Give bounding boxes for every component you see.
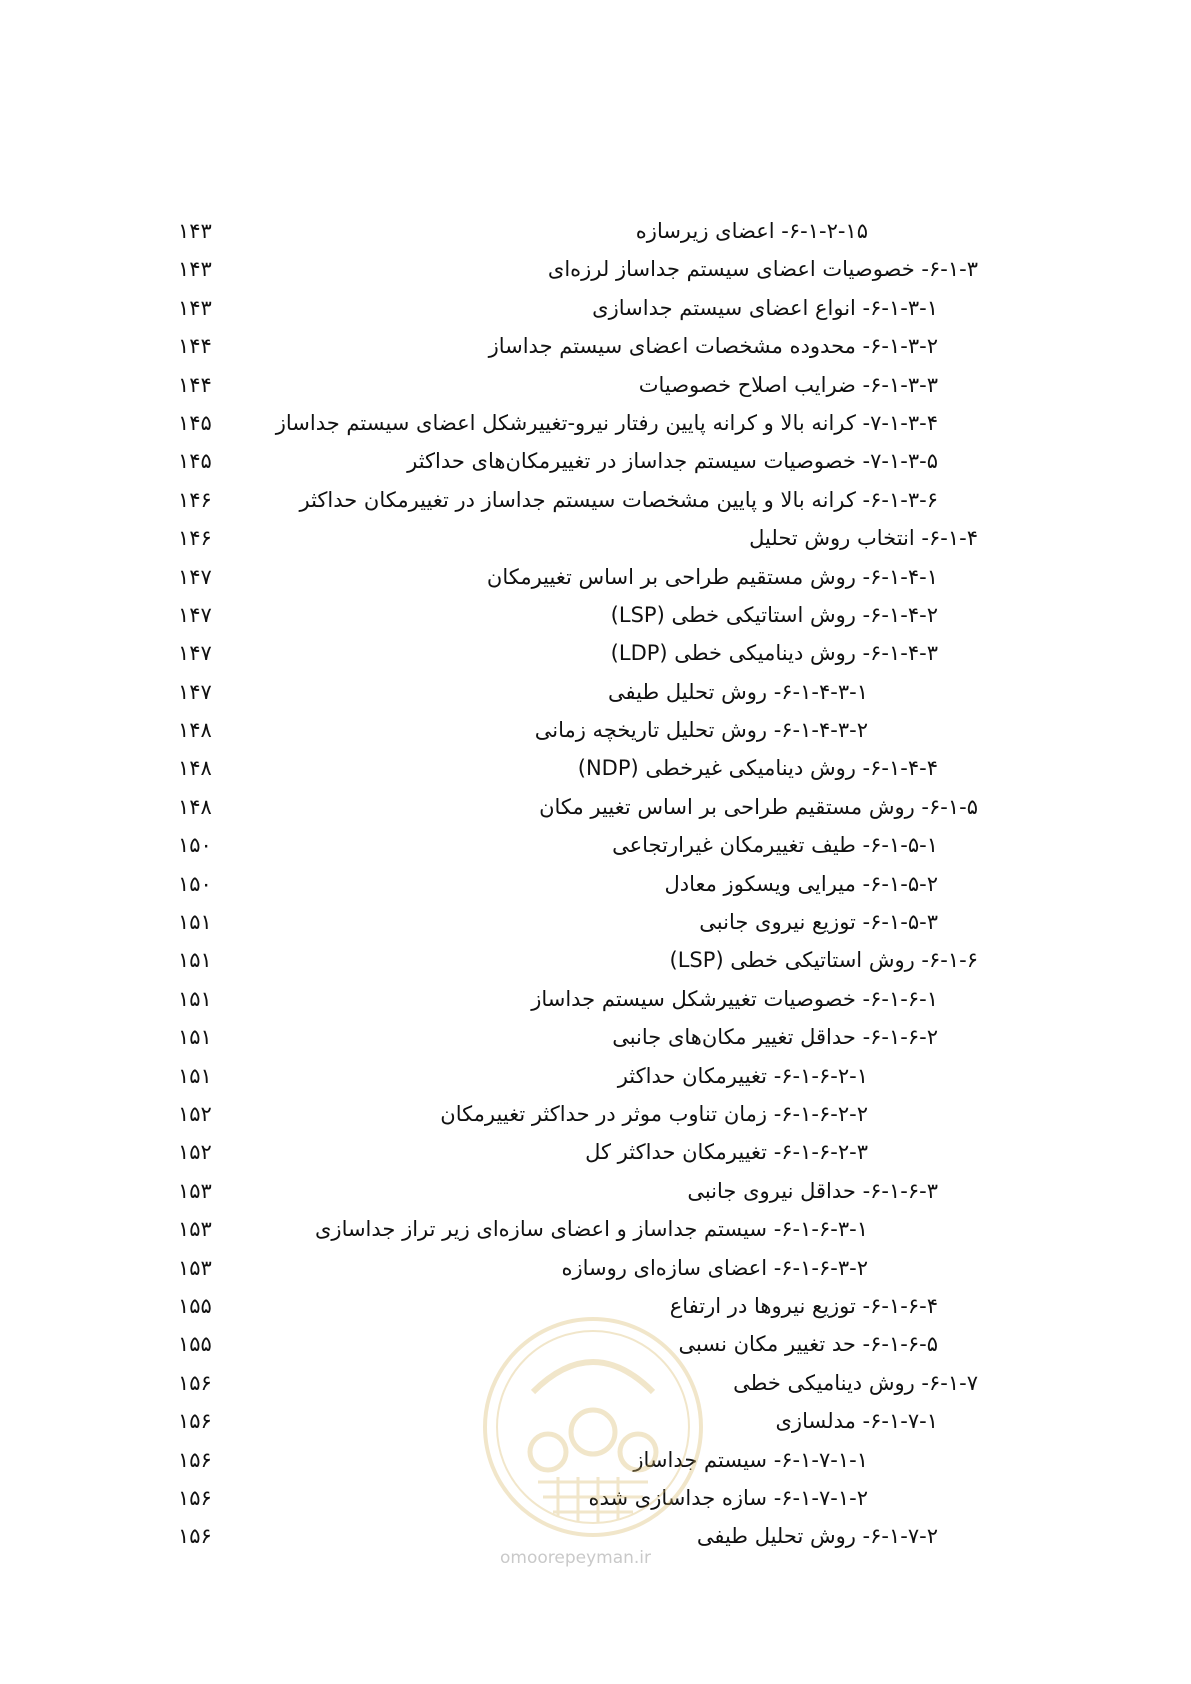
toc-entry-page-number: ۱۵۶	[178, 1370, 212, 1395]
toc-entry	[178, 1095, 1038, 1133]
toc-entry	[178, 711, 1038, 749]
toc-entry-title: ۶-۱-۵-۲- میرایی ویسکوز معادل	[664, 871, 938, 896]
toc-entry-title: ۶-۱-۶-۲-۳- تغییرمکان حداکثر کل	[585, 1140, 868, 1165]
toc-entry-title: ۶-۱-۴-۴- روش دینامیکی غیرخطی (NDP)	[577, 756, 938, 781]
toc-entry-page-number: ۱۵۶	[178, 1485, 212, 1510]
toc-entry-title: ۶-۱-۳-۱- انواع اعضای سیستم جداسازی	[592, 295, 938, 320]
toc-entry	[178, 980, 1038, 1018]
toc-entry-title: ۶-۱-۶-۱- خصوصیات تغییرشکل سیستم جداساز	[531, 986, 938, 1011]
toc-entry-page-number: ۱۵۳	[178, 1178, 212, 1203]
toc-entry-title: ۶-۱-۳- خصوصیات اعضای سیستم جداساز لرزه‌ای	[547, 257, 978, 282]
toc-entry-title: ۶-۱-۷-۱-۲- سازه جداسازی شده	[588, 1485, 868, 1510]
toc-entry-page-number: ۱۴۷	[178, 564, 212, 589]
toc-entry-title: ۶-۱-۷-۱-۱- سیستم جداساز	[633, 1447, 868, 1472]
toc-entry-title: ۶-۱-۲-۱۵- اعضای زیرسازه	[635, 219, 868, 243]
toc-entry-page-number: ۱۵۱	[178, 910, 212, 935]
toc-entry-page-number: ۱۵۲	[178, 1140, 212, 1165]
toc-entry-title: ۶-۱-۴- انتخاب روش تحلیل	[749, 526, 978, 551]
toc-entry	[178, 289, 1038, 327]
toc-entry	[178, 865, 1038, 903]
toc-entry-page-number: ۱۵۳	[178, 1217, 212, 1242]
toc-entry-title: ۶-۱-۶-۵- حد تغییر مکان نسبی	[678, 1332, 938, 1357]
toc-entry-page-number: ۱۴۴	[178, 372, 212, 397]
toc-entry-page-number: ۱۴۸	[178, 718, 212, 743]
toc-entry-page-number: ۱۴۴	[178, 334, 212, 359]
toc-entry-page-number: ۱۵۱	[178, 1063, 212, 1088]
toc-entry-page-number: ۱۴۷	[178, 679, 212, 704]
toc-entry	[178, 327, 1038, 365]
toc-entry-title: ۶-۱-۶- روش استاتیکی خطی (LSP)	[669, 948, 978, 973]
toc-entry-page-number: ۱۴۶	[178, 487, 212, 512]
toc-entry-title: ۶-۱-۷-۲- روش تحلیل طیفی	[696, 1524, 938, 1549]
toc-entry-page-number: ۱۵۱	[178, 986, 212, 1011]
toc-entry-page-number: ۱۴۵	[178, 449, 212, 474]
toc-entry-page-number: ۱۵۶	[178, 1447, 212, 1472]
toc-entry-page-number: ۱۵۱	[178, 1025, 212, 1050]
toc-entry	[178, 826, 1038, 864]
omoorepeyman-logo-watermark	[478, 1312, 708, 1542]
toc-entry-page-number: ۱۴۳	[178, 219, 212, 243]
toc-entry-page-number: ۱۵۱	[178, 948, 212, 973]
toc-entry	[178, 903, 1038, 941]
toc-entry	[178, 250, 1038, 288]
toc-entry-page-number: ۱۴۵	[178, 410, 212, 435]
toc-entry	[178, 634, 1038, 672]
toc-entry-page-number: ۱۴۸	[178, 756, 212, 781]
toc-entry	[178, 1249, 1038, 1287]
toc-entry	[178, 212, 1038, 250]
toc-entry-title: ۶-۱-۵-۳- توزیع نیروی جانبی	[699, 910, 938, 935]
toc-entry	[178, 519, 1038, 557]
toc-entry	[178, 481, 1038, 519]
toc-entry-title: ۶-۱-۳-۳- ضرایب اصلاح خصوصیات	[638, 372, 938, 397]
toc-entry-title: ۶-۱-۶-۳-۱- سیستم جداساز و اعضای سازه‌ای زیر تراز جداسازی	[314, 1217, 868, 1242]
toc-entry-page-number: ۱۵۳	[178, 1255, 212, 1280]
toc-entry-page-number: ۱۴۸	[178, 794, 212, 819]
toc-entry	[178, 1172, 1038, 1210]
toc-entry-page-number: ۱۴۳	[178, 295, 212, 320]
toc-entry-title: ۷-۱-۳-۴- کرانه بالا و کرانه پایین رفتار نیرو-تغییرشکل اعضای سیستم جداساز	[275, 410, 938, 435]
toc-entry	[178, 1133, 1038, 1171]
toc-entry-title: ۶-۱-۶-۲-۱- تغییرمکان حداکثر	[617, 1063, 868, 1088]
toc-entry-page-number: ۱۵۵	[178, 1332, 212, 1357]
toc-entry-title: ۶-۱-۷- روش دینامیکی خطی	[733, 1370, 978, 1395]
toc-entry-title: ۶-۱-۴-۳-۲- روش تحلیل تاریخچه زمانی	[534, 718, 868, 743]
toc-entry-page-number: ۱۴۷	[178, 602, 212, 627]
toc-entry-title: ۶-۱-۵- روش مستقیم طراحی بر اساس تغییر مکان	[539, 794, 978, 819]
watermark-url: omoorepeyman.ir	[500, 1548, 652, 1568]
toc-entry-title: ۶-۱-۶-۲- حداقل تغییر مکان‌های جانبی	[612, 1025, 938, 1050]
toc-entry-page-number: ۱۵۲	[178, 1101, 212, 1126]
toc-entry	[178, 442, 1038, 480]
toc-entry	[178, 673, 1038, 711]
toc-entry	[178, 788, 1038, 826]
toc-entry-title: ۶-۱-۶-۲-۲- زمان تناوب موثر در حداکثر تغییرمکان	[440, 1101, 868, 1126]
toc-entry	[178, 404, 1038, 442]
toc-entry-title: ۶-۱-۶-۴- توزیع نیروها در ارتفاع	[669, 1293, 938, 1318]
toc-entry-page-number: ۱۵۶	[178, 1409, 212, 1434]
toc-entry	[178, 1018, 1038, 1056]
toc-entry	[178, 1057, 1038, 1095]
toc-entry	[178, 1210, 1038, 1248]
toc-entry-title: ۶-۱-۶-۳-۲- اعضای سازه‌ای روسازه	[561, 1255, 868, 1280]
toc-entry	[178, 749, 1038, 787]
toc-entry-title: ۷-۱-۳-۵- خصوصیات سیستم جداساز در تغییرمکان‌های حداکثر	[407, 449, 938, 474]
toc-entry-page-number: ۱۴۶	[178, 526, 212, 551]
toc-entry	[178, 941, 1038, 979]
toc-entry-title: ۶-۱-۴-۳- روش دینامیکی خطی (LDP)	[610, 641, 938, 666]
toc-entry-title: ۶-۱-۳-۶- کرانه بالا و پایین مشخصات سیستم جداساز در تغییرمکان حداکثر	[299, 487, 938, 512]
toc-entry	[178, 558, 1038, 596]
toc-entry-title: ۶-۱-۴-۱- روش مستقیم طراحی بر اساس تغییرمکان	[486, 564, 938, 589]
toc-entry-title: ۶-۱-۷-۱- مدلسازی	[775, 1409, 938, 1434]
toc-entry-page-number: ۱۴۷	[178, 641, 212, 666]
toc-entry	[178, 596, 1038, 634]
toc-entry-title: ۶-۱-۳-۲- محدوده مشخصات اعضای سیستم جداساز	[488, 334, 938, 359]
toc-entry-title: ۶-۱-۵-۱- طیف تغییرمکان غیرارتجاعی	[612, 833, 938, 858]
toc-entry-page-number: ۱۵۶	[178, 1524, 212, 1549]
toc-entry-page-number: ۱۵۰	[178, 833, 212, 858]
toc-entry-page-number: ۱۴۳	[178, 257, 212, 282]
toc-entry-title: ۶-۱-۶-۳- حداقل نیروی جانبی	[687, 1178, 938, 1203]
toc-entry	[178, 366, 1038, 404]
toc-entry-page-number: ۱۵۰	[178, 871, 212, 896]
toc-entry-page-number: ۱۵۵	[178, 1293, 212, 1318]
toc-entry-title: ۶-۱-۴-۲- روش استاتیکی خطی (LSP)	[610, 602, 938, 627]
toc-entry-title: ۶-۱-۴-۳-۱- روش تحلیل طیفی	[607, 679, 868, 704]
